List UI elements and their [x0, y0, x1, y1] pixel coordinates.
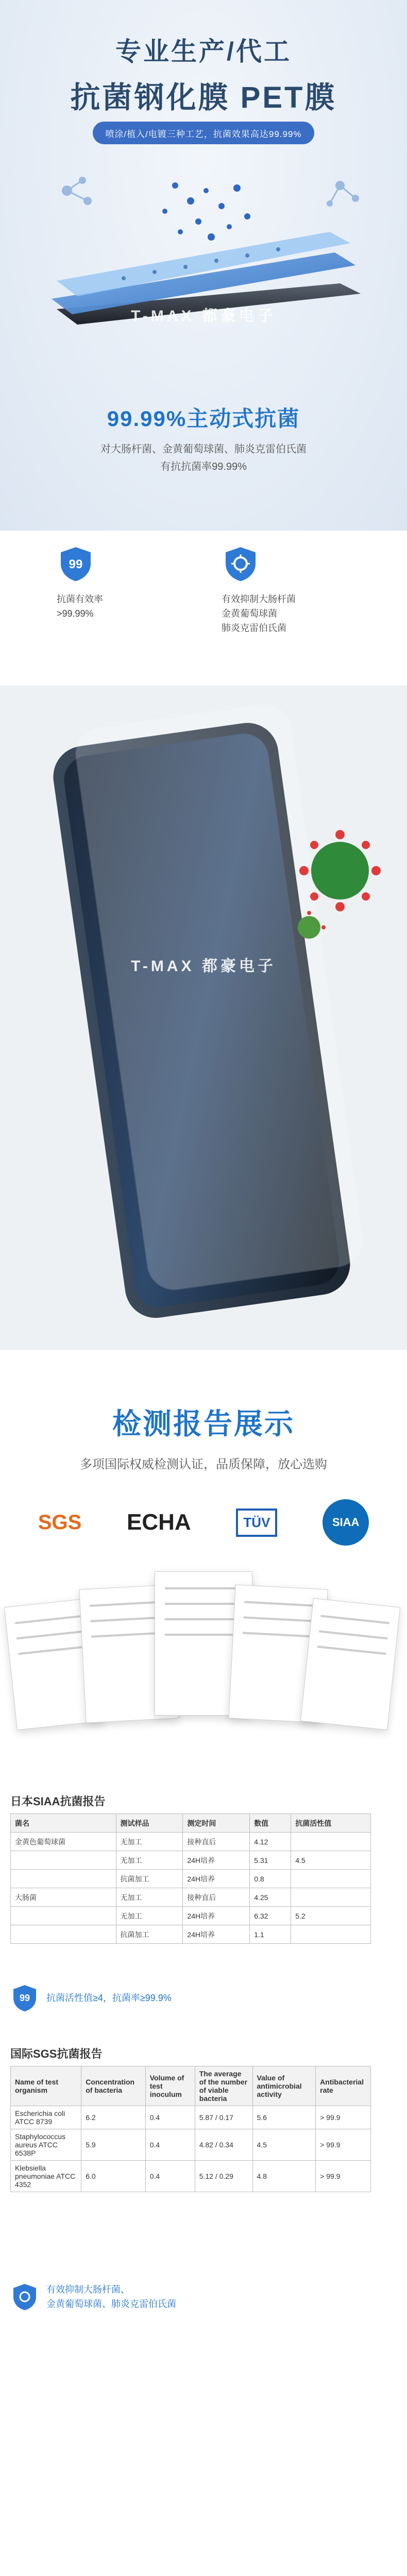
sgs-note-line2: 金黄葡萄球菌、肺炎克雷伯氏菌 — [46, 2299, 176, 2309]
antibacterial-desc-line2: 有抗抗菌率99.99% — [160, 461, 247, 472]
table-row — [11, 1833, 371, 1851]
table-cell: 4.12 — [250, 1833, 291, 1851]
hero-banner — [0, 0, 407, 531]
table-cell: 接种直后 — [183, 1888, 250, 1907]
table-cell: Value of antimicrobial activity — [252, 2066, 316, 2106]
antibacterial-heading: 99.99%主动式抗菌 — [107, 406, 300, 431]
table-cell: 数值 — [250, 1814, 291, 1833]
table-cell: 0.4 — [145, 2161, 195, 2192]
hero-brand-watermark: T-MAX 都豪电子 — [131, 308, 276, 325]
hero-title — [0, 31, 407, 116]
table-cell: 菌名 — [11, 1814, 116, 1833]
table-cell: 0.4 — [145, 2129, 195, 2161]
table-cell: 大肠菌 — [11, 1888, 116, 1907]
table-cell: 4.8 — [252, 2161, 316, 2192]
table-cell: 6.32 — [250, 1907, 291, 1925]
hero-title-line1: 专业生产/代工 — [115, 37, 292, 66]
siaa-header-row — [11, 1814, 371, 1833]
virus-shield-icon — [222, 545, 260, 583]
table-cell: 4.25 — [250, 1888, 291, 1907]
table-cell: 5.12 / 0.29 — [195, 2161, 252, 2192]
table-cell: 测试样品 — [116, 1814, 183, 1833]
table-cell: 金黄色葡萄球菌 — [11, 1833, 116, 1851]
table-cell: 抗菌加工 — [116, 1870, 183, 1888]
badge-inhibit-label3: 肺炎克雷伯氏菌 — [222, 623, 286, 633]
table-cell: 24H培养 — [183, 1907, 250, 1925]
sgs-table-title: 国际SGS抗菌报告 — [10, 2047, 103, 2060]
table-cell: 24H培养 — [183, 1851, 250, 1870]
table-row — [11, 2106, 371, 2129]
table-cell: 无加工 — [116, 1851, 183, 1870]
table-row — [11, 2161, 371, 2192]
virus-graphic — [299, 830, 381, 911]
report-heading: 检测报告展示 — [112, 1408, 295, 1440]
table-cell — [11, 1851, 116, 1870]
siaa-logo: SIAA — [323, 1499, 369, 1546]
table-cell: 抗菌活性值 — [291, 1814, 371, 1833]
table-cell: Name of test organism — [11, 2066, 81, 2106]
table-cell: 5.87 / 0.17 — [195, 2106, 252, 2129]
table-cell — [291, 1925, 371, 1944]
table-cell: Staphylococcus aureus ATCC 6538P — [11, 2129, 81, 2161]
table-row — [11, 1851, 371, 1870]
sgs-note — [10, 2282, 176, 2311]
table-cell: 4.5 — [291, 1851, 371, 1870]
hero-process-pill: 喷涂/植入/电镀三种工艺，抗菌效果高达99.99% — [93, 122, 314, 144]
table-cell — [11, 1925, 116, 1944]
badge-efficacy-label1: 抗菌有效率 — [57, 594, 103, 604]
table-cell: 5.2 — [291, 1907, 371, 1925]
hero-title-line2: 抗菌钢化膜 PET膜 — [70, 81, 337, 114]
table-cell: 5.9 — [81, 2129, 146, 2161]
table-cell: 无加工 — [116, 1888, 183, 1907]
99-shield-icon — [10, 1984, 39, 2012]
table-cell: Volume of test inoculum — [145, 2066, 195, 2106]
table-cell: > 99.9 — [316, 2129, 371, 2161]
table-cell: The average of the number of viable bacteria — [195, 2066, 252, 2106]
phone-illustration — [0, 685, 407, 1350]
table-cell: Klebsiella pneumoniae ATCC 4352 — [11, 2161, 81, 2192]
table-cell: 无加工 — [116, 1833, 183, 1851]
report-documents — [10, 1571, 397, 1788]
sgs-header-row — [11, 2066, 371, 2106]
table-cell: 0.8 — [250, 1870, 291, 1888]
table-cell: Antibacterial rate — [316, 2066, 371, 2106]
table-row — [11, 2129, 371, 2161]
virus-shield-icon — [10, 2282, 39, 2311]
badge-efficacy-label2: >99.99% — [57, 608, 94, 619]
table-cell — [291, 1870, 371, 1888]
svg-text:99: 99 — [69, 557, 83, 571]
report-doc-5 — [300, 1598, 400, 1730]
table-cell: > 99.9 — [316, 2161, 371, 2192]
table-row — [11, 1870, 371, 1888]
svg-text:99: 99 — [19, 1993, 30, 2003]
phone-product-image — [0, 685, 407, 1350]
siaa-note — [10, 1984, 172, 2012]
table-cell: 1.1 — [250, 1925, 291, 1944]
table-cell — [11, 1907, 116, 1925]
table-cell: 6.0 — [81, 2161, 146, 2192]
badge-efficacy — [57, 545, 211, 621]
table-cell: > 99.9 — [316, 2106, 371, 2129]
99-shield-icon — [57, 545, 95, 583]
antibacterial-desc-line1: 对大肠杆菌、金黄葡萄球菌、肺炎克雷伯氏菌 — [100, 444, 307, 455]
table-cell: 24H培养 — [183, 1925, 250, 1944]
table-cell: Escherichia coli ATCC 8739 — [11, 2106, 81, 2129]
siaa-note-text: 抗菌活性值≥4，抗菌率≥99.9% — [46, 1993, 172, 2003]
table-cell: 无加工 — [116, 1907, 183, 1925]
table-cell: 6.2 — [81, 2106, 146, 2129]
phone-brand-watermark: T-MAX 都豪电子 — [131, 958, 276, 975]
table-cell: 4.82 / 0.34 — [195, 2129, 252, 2161]
hero-phone-illustration — [21, 170, 386, 366]
table-cell: 抗菌加工 — [116, 1925, 183, 1944]
sgs-report-table — [10, 2066, 371, 2192]
siaa-table-title: 日本SIAA抗菌报告 — [10, 1795, 106, 1808]
tuv-logo: TÜV — [236, 1509, 277, 1537]
sgs-note-line1: 有效抑制大肠杆菌、 — [46, 2284, 130, 2295]
cert-logos — [15, 1499, 392, 1546]
table-row — [11, 1888, 371, 1907]
table-cell: Concentration of bacteria — [81, 2066, 146, 2106]
table-cell — [291, 1888, 371, 1907]
badge-inhibit — [222, 545, 376, 635]
badge-inhibit-label1: 有效抑制大肠杆菌 — [222, 594, 296, 604]
table-cell: 5.31 — [250, 1851, 291, 1870]
antibacterial-heading-block — [0, 402, 407, 475]
badge-inhibit-label2: 金黄葡萄球菌 — [222, 608, 277, 619]
table-row — [11, 1907, 371, 1925]
report-heading-block — [0, 1401, 407, 1472]
badge-row — [0, 545, 407, 674]
table-cell: 0.4 — [145, 2106, 195, 2129]
table-cell: 测定时间 — [183, 1814, 250, 1833]
table-cell: 5.6 — [252, 2106, 316, 2129]
siaa-report-table — [10, 1814, 371, 1944]
table-cell: 接种直后 — [183, 1833, 250, 1851]
report-subtitle: 多项国际权威检测认证，品质保障，放心选购 — [80, 1458, 327, 1471]
sgs-logo: SGS — [38, 1511, 82, 1534]
table-cell — [291, 1833, 371, 1851]
table-cell: 4.5 — [252, 2129, 316, 2161]
table-cell: 24H培养 — [183, 1870, 250, 1888]
echa-logo: ECHA — [127, 1510, 191, 1535]
table-cell — [11, 1870, 116, 1888]
table-row — [11, 1925, 371, 1944]
